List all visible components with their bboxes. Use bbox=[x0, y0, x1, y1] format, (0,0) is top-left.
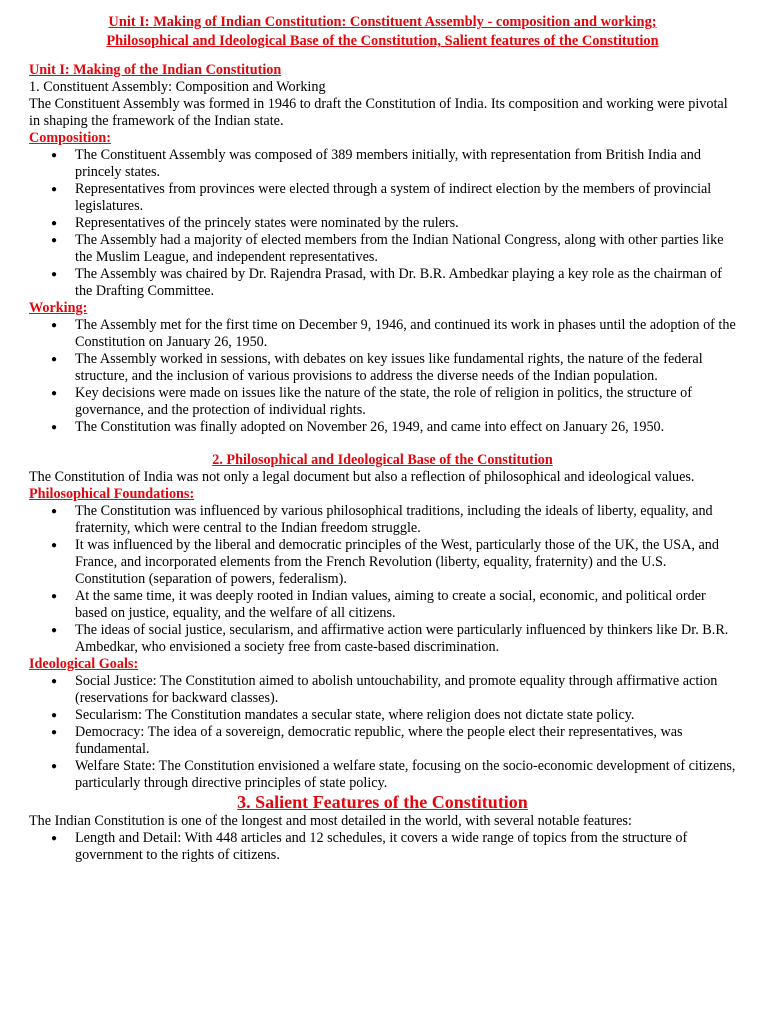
bullet-icon: ● bbox=[51, 320, 58, 331]
list-item bbox=[51, 758, 736, 792]
bullet-icon: ● bbox=[51, 676, 58, 687]
list-item bbox=[51, 232, 736, 266]
list-item-text: Social Justice: The Constitution aimed to abolish untouchability, and promote equality through affirmative action (reservations for backward classes). bbox=[75, 673, 718, 706]
section3-list bbox=[29, 830, 736, 864]
philosophical-list bbox=[29, 503, 736, 656]
list-item bbox=[51, 503, 736, 537]
document-header bbox=[29, 13, 736, 51]
bullet-icon: ● bbox=[51, 388, 58, 399]
section3-heading: 3. Salient Features of the Constitution bbox=[237, 792, 528, 812]
list-item-text: The ideas of social justice, secularism, and affirmative action were particularly influenced by thinkers like Dr. B.R. Ambedkar, who envisioned a society free from caste-based discrimination. bbox=[75, 622, 729, 655]
list-item-text: The Assembly was chaired by Dr. Rajendra Prasad, with Dr. B.R. Ambedkar playing a key role as the chairman of the Drafting Committee. bbox=[75, 266, 722, 299]
list-item bbox=[51, 830, 736, 864]
bullet-icon: ● bbox=[51, 506, 58, 517]
list-item bbox=[51, 385, 736, 419]
composition-list bbox=[29, 147, 736, 300]
list-item-text: The Assembly met for the first time on December 9, 1946, and continued its work in phases until the adoption of the Constitution on January 26, 1950. bbox=[75, 317, 736, 350]
bullet-icon: ● bbox=[51, 833, 58, 844]
list-item bbox=[51, 351, 736, 385]
bullet-icon: ● bbox=[51, 625, 58, 636]
bullet-icon: ● bbox=[51, 591, 58, 602]
bullet-icon: ● bbox=[51, 727, 58, 738]
list-item bbox=[51, 419, 736, 436]
list-item-text: The Constituent Assembly was composed of 389 members initially, with representation from British India and princely states. bbox=[75, 147, 701, 180]
list-item bbox=[51, 215, 736, 232]
bullet-icon: ● bbox=[51, 218, 58, 229]
list-item bbox=[51, 588, 736, 622]
working-list bbox=[29, 317, 736, 436]
bullet-icon: ● bbox=[51, 354, 58, 365]
philosophical-heading: Philosophical Foundations: bbox=[29, 486, 195, 502]
header-line-1: Unit I: Making of Indian Constitution: Constituent Assembly - composition and working; bbox=[108, 14, 657, 30]
bullet-icon: ● bbox=[51, 235, 58, 246]
unit-subheading: 1. Constituent Assembly: Composition and Working bbox=[29, 79, 326, 95]
list-item bbox=[51, 181, 736, 215]
ideological-list bbox=[29, 673, 736, 792]
header-line-2: Philosophical and Ideological Base of the Constitution, Salient features of the Constitution bbox=[106, 33, 659, 49]
list-item bbox=[51, 537, 736, 588]
list-item-text: Key decisions were made on issues like the nature of the state, the role of religion in politics, the structure of governance, and the protection of individual rights. bbox=[75, 385, 692, 418]
list-item-text: It was influenced by the liberal and democratic principles of the West, particularly those of the UK, the USA, and France, and incorporated elements from the French Revolution (liberty, equality, fraternity) and the U.S. Constitution (separation of powers, federalism). bbox=[75, 537, 719, 587]
list-item-text: Welfare State: The Constitution envisioned a welfare state, focusing on the socio-economic development of citizens, particularly through directive principles of state policy. bbox=[75, 758, 736, 791]
section2-heading: 2. Philosophical and Ideological Base of the Constitution bbox=[212, 452, 553, 468]
list-item-text: The Constitution was finally adopted on November 26, 1949, and came into effect on January 26, 1950. bbox=[75, 419, 665, 435]
list-item bbox=[51, 266, 736, 300]
list-item bbox=[51, 724, 736, 758]
list-item bbox=[51, 673, 736, 707]
bullet-icon: ● bbox=[51, 269, 58, 280]
bullet-icon: ● bbox=[51, 150, 58, 161]
bullet-icon: ● bbox=[51, 422, 58, 433]
bullet-icon: ● bbox=[51, 540, 58, 551]
composition-heading: Composition: bbox=[29, 130, 111, 146]
list-item-text: The Assembly worked in sessions, with debates on key issues like fundamental rights, the nature of the federal structure, and the inclusion of various provisions to address the diverse needs of the Indian population. bbox=[75, 351, 703, 384]
section2-intro: The Constitution of India was not only a legal document but also a reflection of philosophical and ideological values. bbox=[29, 469, 695, 485]
list-item-text: The Assembly had a majority of elected members from the Indian National Congress, along with other parties like the Muslim League, and independent representatives. bbox=[75, 232, 724, 265]
list-item-text: Secularism: The Constitution mandates a secular state, where religion does not dictate state policy. bbox=[75, 707, 635, 723]
list-item-text: Representatives from provinces were elected through a system of indirect election by the members of provincial legislatures. bbox=[75, 181, 712, 214]
bullet-icon: ● bbox=[51, 710, 58, 721]
list-item bbox=[51, 707, 736, 724]
list-item-text: Length and Detail: With 448 articles and 12 schedules, it covers a wide range of topics from the structure of government to the rights of citizens. bbox=[75, 830, 688, 863]
list-item-text: Representatives of the princely states were nominated by the rulers. bbox=[75, 215, 459, 231]
ideological-heading: Ideological Goals: bbox=[29, 656, 139, 672]
list-item bbox=[51, 622, 736, 656]
list-item bbox=[51, 147, 736, 181]
bullet-icon: ● bbox=[51, 184, 58, 195]
bullet-icon: ● bbox=[51, 761, 58, 772]
unit-intro: The Constituent Assembly was formed in 1946 to draft the Constitution of India. Its composition and working were pivotal in shaping the framework of the Indian state. bbox=[29, 96, 728, 129]
section-spacer bbox=[29, 436, 736, 452]
list-item bbox=[51, 317, 736, 351]
list-item-text: Democracy: The idea of a sovereign, democratic republic, where the people elect their representatives, was fundamental. bbox=[75, 724, 683, 757]
section3-intro: The Indian Constitution is one of the longest and most detailed in the world, with several notable features: bbox=[29, 813, 632, 829]
unit-heading: Unit I: Making of the Indian Constitution bbox=[29, 62, 282, 78]
working-heading: Working: bbox=[29, 300, 88, 316]
list-item-text: The Constitution was influenced by various philosophical traditions, including the ideals of liberty, equality, and fraternity, which were central to the Indian freedom struggle. bbox=[75, 503, 713, 536]
list-item-text: At the same time, it was deeply rooted in Indian values, aiming to create a social, economic, and political order based on justice, equality, and the welfare of all citizens. bbox=[75, 588, 706, 621]
